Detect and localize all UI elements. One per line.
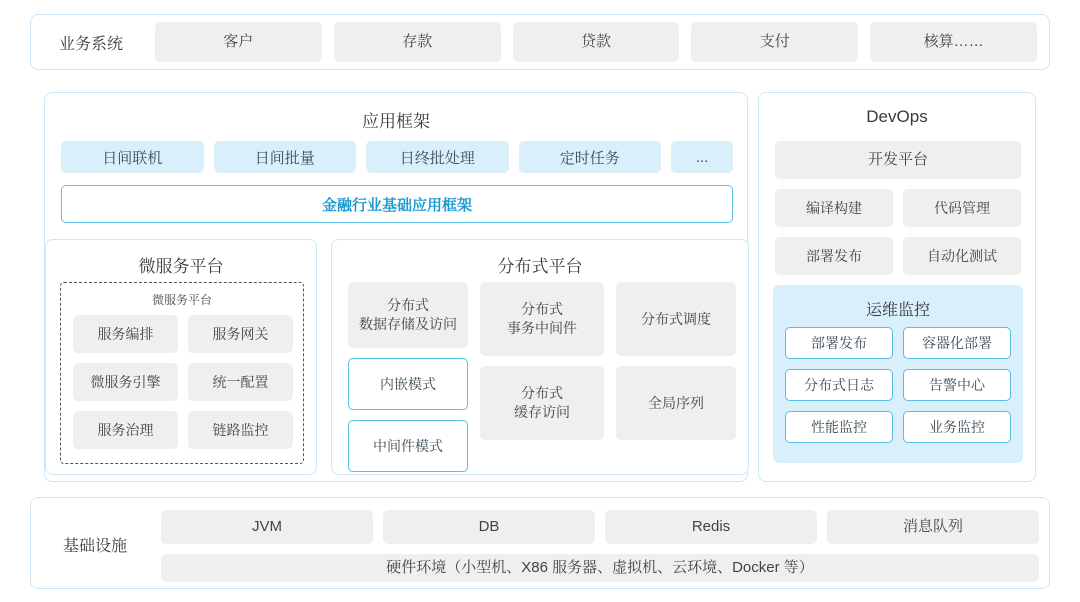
microservice-item-config: 统一配置	[188, 363, 293, 401]
application-platform-panel	[44, 92, 748, 482]
devops-items	[775, 189, 1021, 275]
distributed-item-data-storage: 分布式 数据存储及访问	[348, 282, 468, 348]
business-item-accounting: 核算……	[870, 22, 1037, 62]
distributed-column-storage	[348, 282, 468, 472]
app-framework-item-online: 日间联机	[61, 141, 204, 173]
business-item-customer: 客户	[155, 22, 322, 62]
microservice-platform-title: 微服务平台	[138, 257, 224, 276]
distributed-item-transaction-middleware: 分布式 事务中间件	[480, 282, 604, 356]
ops-item-deploy-release: 部署发布	[785, 327, 893, 359]
devops-item-build: 编译构建	[775, 189, 893, 227]
ops-monitoring-items	[785, 327, 1011, 443]
infrastructure-panel	[30, 497, 1050, 589]
business-systems-label: 业务系统	[59, 35, 124, 53]
microservice-items	[73, 315, 293, 449]
app-framework-item-more: ...	[671, 141, 733, 173]
business-item-loan: 贷款	[513, 22, 680, 62]
microservice-item-governance: 服务治理	[73, 411, 178, 449]
devops-title: DevOps	[866, 107, 928, 126]
ops-item-performance-monitoring: 性能监控	[785, 411, 893, 443]
infrastructure-item-jvm: JVM	[161, 510, 373, 544]
distributed-item-cache-access: 分布式 缓存访问	[480, 366, 604, 440]
ops-monitoring-title: 运维监控	[865, 302, 930, 319]
ops-item-containerized-deploy: 容器化部署	[903, 327, 1011, 359]
infrastructure-label: 基础设施	[62, 537, 127, 555]
app-framework-title: 应用框架	[362, 112, 430, 131]
distributed-item-global-sequence: 全局序列	[616, 366, 736, 440]
devops-panel	[758, 92, 1036, 482]
app-framework-item-batch: 日间批量	[214, 141, 357, 173]
distributed-item-embedded-mode: 内嵌模式	[348, 358, 468, 410]
distributed-column-middleware	[480, 282, 604, 440]
distributed-platform-panel	[331, 239, 749, 475]
app-framework-base-label: 金融行业基础应用框架	[61, 185, 733, 223]
microservice-inner-group	[60, 282, 304, 464]
ops-item-distributed-logs: 分布式日志	[785, 369, 893, 401]
business-item-payment: 支付	[691, 22, 858, 62]
ops-item-business-monitoring: 业务监控	[903, 411, 1011, 443]
devops-item-code-management: 代码管理	[903, 189, 1021, 227]
microservice-item-gateway: 服务网关	[188, 315, 293, 353]
distributed-platform-title: 分布式平台	[497, 257, 583, 276]
app-framework-items	[61, 141, 733, 173]
microservice-inner-subtitle: 微服务平台	[151, 293, 212, 307]
app-framework-item-eod-batch: 日终批处理	[366, 141, 509, 173]
distributed-column-scheduling	[616, 282, 736, 440]
devops-item-automated-test: 自动化测试	[903, 237, 1021, 275]
infrastructure-item-redis: Redis	[605, 510, 817, 544]
infrastructure-item-message-queue: 消息队列	[827, 510, 1039, 544]
distributed-item-middleware-mode: 中间件模式	[348, 420, 468, 472]
infrastructure-hardware-environment: 硬件环境（小型机、X86 服务器、虚拟机、云环境、Docker 等）	[161, 554, 1039, 582]
infrastructure-item-db: DB	[383, 510, 595, 544]
microservice-item-tracing: 链路监控	[188, 411, 293, 449]
devops-item-deploy-release: 部署发布	[775, 237, 893, 275]
business-systems-items	[155, 22, 1037, 62]
distributed-item-scheduling: 分布式调度	[616, 282, 736, 356]
microservice-item-engine: 微服务引擎	[73, 363, 178, 401]
business-systems-panel	[30, 14, 1050, 70]
ops-monitoring-panel	[773, 285, 1023, 463]
app-framework-item-scheduled-task: 定时任务	[519, 141, 662, 173]
devops-item-dev-platform: 开发平台	[775, 141, 1021, 179]
infrastructure-items	[161, 510, 1039, 544]
ops-item-alert-center: 告警中心	[903, 369, 1011, 401]
microservice-item-orchestration: 服务编排	[73, 315, 178, 353]
microservice-platform-panel	[45, 239, 317, 475]
business-item-deposit: 存款	[334, 22, 501, 62]
